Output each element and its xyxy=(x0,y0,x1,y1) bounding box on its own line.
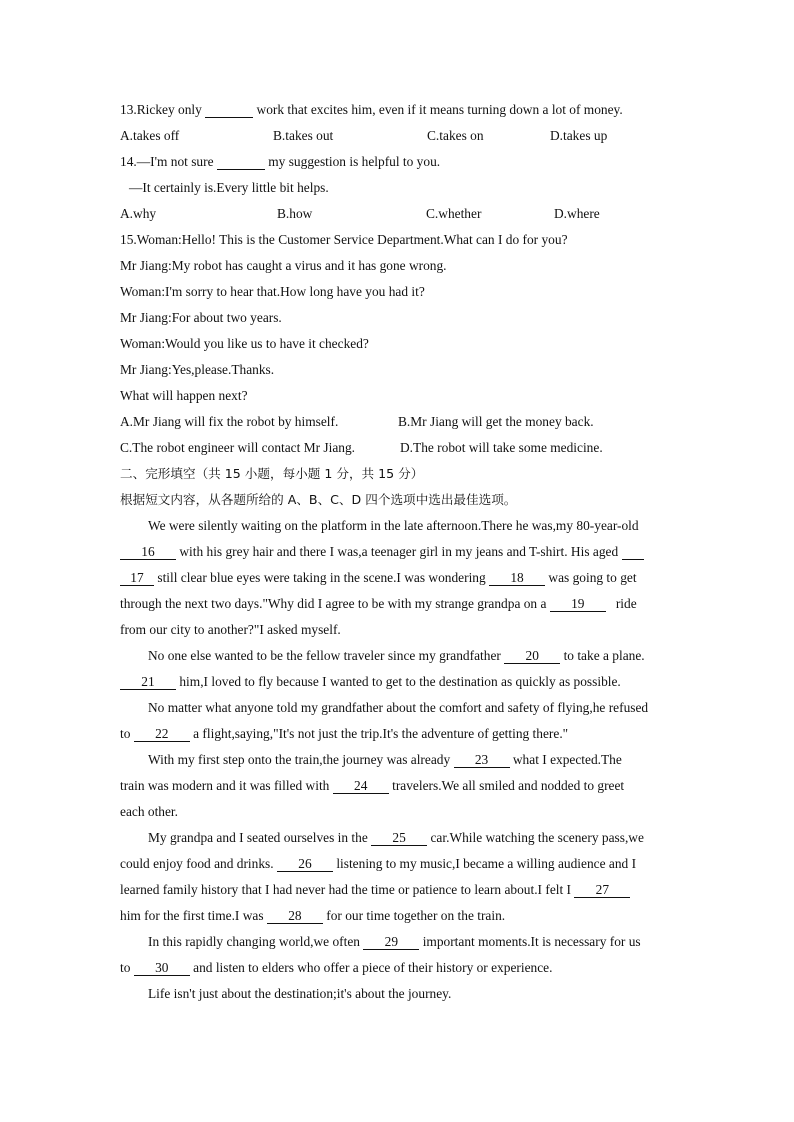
dialogue-line: Mr Jiang:My robot has caught a virus and it has gone wrong. xyxy=(120,258,447,273)
cloze-blank[interactable]: 22 xyxy=(134,726,190,742)
dialogue-line: Woman:Would you like us to have it checked? xyxy=(120,336,369,351)
section-instruction: 根据短文内容，从各题所给的 A、B、C、D 四个选项中选出最佳选项。 xyxy=(120,492,517,507)
cloze-blank[interactable]: 19 xyxy=(550,596,606,612)
passage-line: to 30 and listen to elders who offer a piece of their history or experience. xyxy=(120,960,553,975)
option-d[interactable]: D.takes up xyxy=(550,128,608,143)
passage-line: learned family history that I had never had the time or patience to learn about.I felt I 27 xyxy=(120,881,630,899)
passage-line: to 22 a flight,saying,"It's not just the trip.It's the adventure of getting there." xyxy=(120,726,569,741)
passage-line: Life isn't just about the destination;it's about the journey. xyxy=(148,986,452,1001)
cloze-blank[interactable]: 29 xyxy=(363,934,419,950)
passage-line: No matter what anyone told my grandfather about the comfort and safety of flying,he refused xyxy=(148,700,649,715)
passage-line: No one else wanted to be the fellow traveler since my grandfather 20 to take a plane. xyxy=(148,648,645,663)
option-b[interactable]: B.takes out xyxy=(273,128,334,143)
option-a[interactable]: A.why xyxy=(120,206,157,221)
option-a[interactable]: A.takes off xyxy=(120,128,180,143)
cloze-blank[interactable]: 30 xyxy=(134,960,190,976)
answer-blank[interactable] xyxy=(217,154,265,170)
passage-line: from our city to another?"I asked myself. xyxy=(120,622,341,637)
cloze-blank[interactable]: 28 xyxy=(267,908,323,924)
passage-line: each other. xyxy=(120,804,178,819)
passage-line: With my first step onto the train,the journey was already 23 what I expected.The xyxy=(148,752,622,767)
passage-line: My grandpa and I seated ourselves in the 25 car.While watching the scenery pass,we xyxy=(148,830,644,845)
cloze-blank[interactable]: 27 xyxy=(574,882,630,898)
passage-line: train was modern and it was filled with 24 travelers.We all smiled and nodded to greet xyxy=(120,778,625,793)
question-13: 13.Rickey only work that excites him, even if it means turning down a lot of money. xyxy=(120,102,623,117)
option-c[interactable]: C.whether xyxy=(426,206,482,221)
passage-line: him for the first time.I was 28 for our time together on the train. xyxy=(120,908,506,923)
answer-blank[interactable] xyxy=(205,102,253,118)
cloze-blank-start xyxy=(622,544,644,560)
cloze-blank[interactable]: 23 xyxy=(454,752,510,768)
passage-line: We were silently waiting on the platform in the late afternoon.There he was,my 80-year-old xyxy=(148,518,639,533)
cloze-blank[interactable]: 26 xyxy=(277,856,333,872)
dialogue-line: 15.Woman:Hello! This is the Customer Service Department.What can I do for you? xyxy=(120,232,568,247)
cloze-blank[interactable]: 25 xyxy=(371,830,427,846)
question-14: 14.—I'm not sure my suggestion is helpful to you. xyxy=(120,154,441,169)
option-c[interactable]: C.The robot engineer will contact Mr Jiang. xyxy=(120,440,356,455)
passage-line: 17 still clear blue eyes were taking in the scene.I was wondering 18 was going to get xyxy=(120,569,637,587)
passage-line: could enjoy food and drinks. 26 listening to my music,I became a willing audience and I xyxy=(120,856,637,871)
dialogue-line: Woman:I'm sorry to hear that.How long have you had it? xyxy=(120,284,425,299)
passage-line: 16 with his grey hair and there I was,a teenager girl in my jeans and T-shirt. His aged xyxy=(120,543,644,561)
section-heading: 二、完形填空（共 15 小题，每小题 1 分，共 15 分） xyxy=(120,466,424,481)
cloze-blank[interactable]: 21 xyxy=(120,674,176,690)
cloze-blank[interactable]: 17 xyxy=(120,570,154,586)
option-c[interactable]: C.takes on xyxy=(427,128,484,143)
dialogue-line: Mr Jiang:For about two years. xyxy=(120,310,282,325)
dialogue-line: Mr Jiang:Yes,please.Thanks. xyxy=(120,362,275,377)
option-d[interactable]: D.where xyxy=(554,206,600,221)
option-b[interactable]: B.Mr Jiang will get the money back. xyxy=(398,414,594,429)
passage-line: 21 him,I loved to fly because I wanted to get to the destination as quickly as possible. xyxy=(120,673,621,691)
cloze-blank[interactable]: 24 xyxy=(333,778,389,794)
passage-line: through the next two days."Why did I agree to be with my strange grandpa on a 19 ride xyxy=(120,596,637,611)
option-a[interactable]: A.Mr Jiang will fix the robot by himself. xyxy=(120,414,339,429)
cloze-blank[interactable]: 20 xyxy=(504,648,560,664)
option-d[interactable]: D.The robot will take some medicine. xyxy=(400,440,603,455)
question-14-reply: —It certainly is.Every little bit helps. xyxy=(129,180,329,195)
option-b[interactable]: B.how xyxy=(277,206,313,221)
cloze-blank[interactable]: 16 xyxy=(120,544,176,560)
cloze-blank[interactable]: 18 xyxy=(489,570,545,586)
passage-line: In this rapidly changing world,we often 29 important moments.It is necessary for us xyxy=(148,934,641,949)
question-15-prompt: What will happen next? xyxy=(120,388,248,403)
